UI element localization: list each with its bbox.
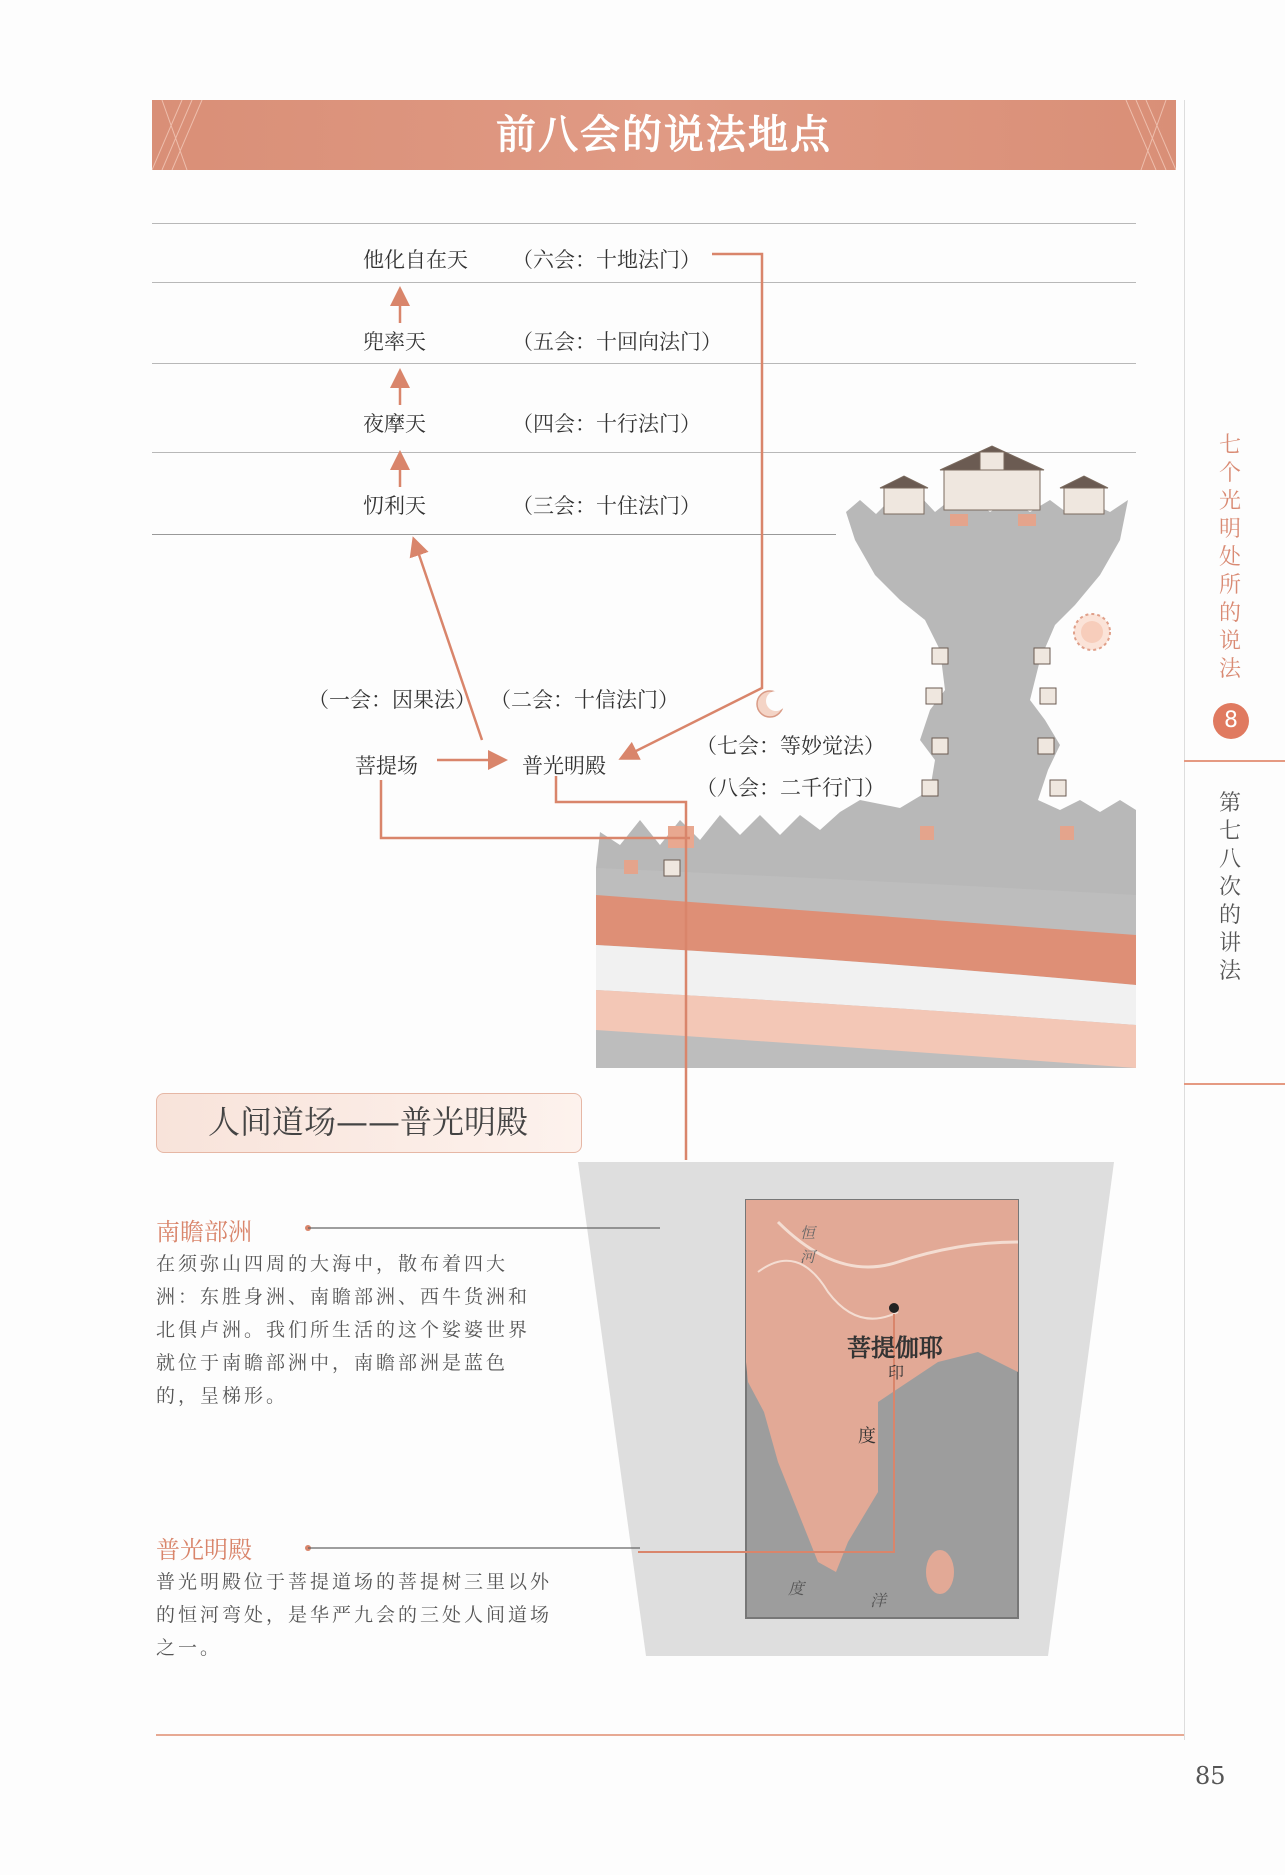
footer-rule (156, 1734, 1184, 1736)
map-river-label: 河 (800, 1248, 816, 1266)
map-ocean-label: 洋 (870, 1591, 887, 1610)
hall-heading: 普光明殿 (156, 1536, 252, 1564)
heaven-name: 他化自在天 (363, 248, 468, 272)
meeting-label: （一会：因果法） (308, 688, 476, 712)
heaven-meeting: （六会：十地法门） (512, 248, 701, 272)
heaven-name: 夜摩天 (363, 412, 426, 436)
page-title: 前八会的说法地点 (496, 112, 832, 158)
chapter-title: 七个光明处所的说法 (1218, 433, 1241, 682)
section-title: 人间道场——普光明殿 (207, 1103, 528, 1141)
place-label: 菩提场 (355, 754, 418, 778)
page-number: 85 (1195, 1762, 1226, 1790)
heaven-meeting: （三会：十住法门） (512, 494, 701, 518)
heaven-meeting: （五会：十回向法门） (512, 330, 722, 354)
section-side-title: 第七八次的讲法 (1218, 791, 1241, 984)
heaven-name: 忉利天 (363, 494, 426, 518)
map-ocean-label: 度 (788, 1579, 805, 1598)
jambudvipa-text: 在须弥山四周的大海中，散布着四大洲：东胜身洲、南瞻部洲、西牛货洲和北俱卢洲。我们所生活的这个娑婆世界就位于南瞻部洲中，南瞻部洲是蓝色的，呈梯形。 (156, 1253, 531, 1407)
map-place-label: 菩提伽耶 (847, 1334, 943, 1362)
jambudvipa-heading: 南瞻部洲 (156, 1218, 252, 1246)
map-country-label: 印 (888, 1363, 905, 1382)
meeting-label: （七会：等妙觉法） (696, 734, 885, 758)
heaven-name: 兜率天 (363, 330, 426, 354)
map-country-label: 度 (858, 1426, 876, 1447)
hall-text: 普光明殿位于菩提道场的菩提树三里以外的恒河弯处，是华严九会的三处人间道场之一。 (156, 1571, 553, 1659)
map-river-label: 恒 (800, 1224, 816, 1242)
place-label: 普光明殿 (522, 754, 606, 778)
meeting-label: （二会：十信法门） (490, 688, 679, 712)
heaven-meeting: （四会：十行法门） (512, 412, 701, 436)
meeting-label: （八会：二千行门） (696, 776, 885, 800)
chapter-number-badge: 8 (1213, 703, 1249, 739)
